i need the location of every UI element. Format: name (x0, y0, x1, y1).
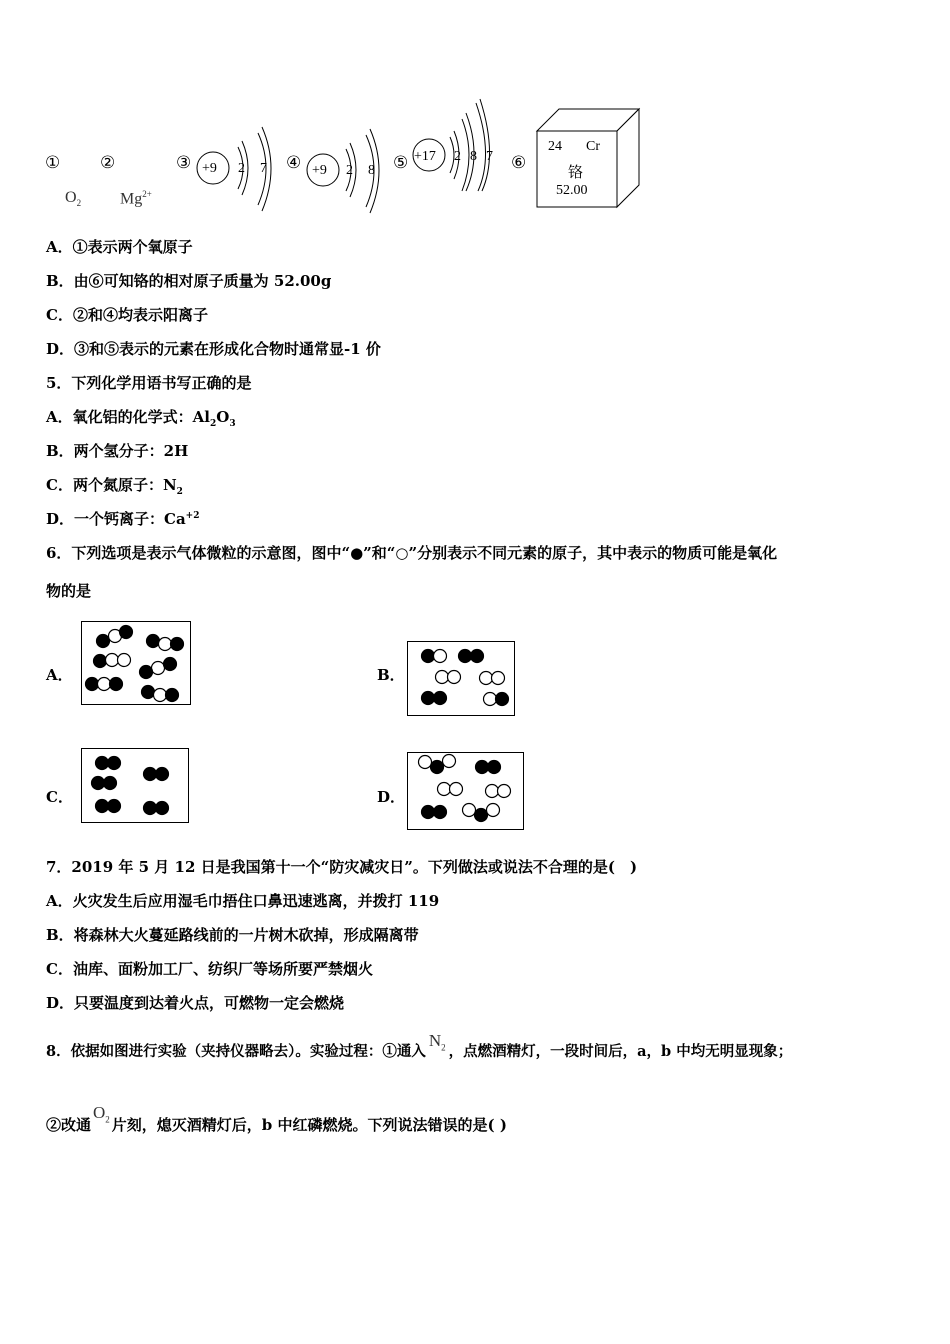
atom-5-shell-3: 7 (486, 149, 493, 164)
marker-2: ② (100, 153, 116, 173)
q5-option-c: C．两个氮原子：$N_2$ (46, 476, 183, 497)
formula-o2: $O_2$ (65, 189, 82, 209)
q7-option-a: A．火灾发生后应用湿毛巾捂住口鼻迅速逃离，并拨打 119 (46, 892, 440, 910)
marker-1: ① (45, 153, 61, 173)
q6-label-d: D． (377, 788, 406, 806)
marker-5: ⑤ (393, 153, 409, 173)
atom-5-shell-1: 2 (454, 149, 461, 164)
q6-diagram-c (81, 748, 189, 823)
q6-diagram-d (407, 752, 524, 830)
q5-stem: 5．下列化学用语书写正确的是 (46, 374, 252, 392)
atom-4-shell-1: 2 (346, 163, 353, 178)
q6-label-c: C． (46, 788, 73, 806)
q5-option-b: B．两个氢分子：2H (46, 442, 189, 460)
q4-option-d: D．③和⑤表示的元素在形成化合物时通常显-1 价 (46, 340, 381, 358)
atom-5-shell-2: 8 (470, 149, 477, 164)
q7-stem: 7．2019 年 5 月 12 日是我国第十一个“防灾减灾日”。下列做法或说法不合理的是( ) (46, 858, 638, 876)
q6-label-a: A． (46, 666, 73, 684)
q6-diagram-b (407, 641, 515, 716)
q6-stem-line-2: 物的是 (46, 582, 92, 600)
element-mass: 52.00 (556, 183, 588, 198)
element-cell-cube (535, 107, 645, 209)
q7-option-d: D．只要温度到达着火点，可燃物一定会燃烧 (46, 994, 345, 1012)
q4-option-c: C．②和④均表示阳离子 (46, 306, 208, 324)
q5-option-a: A．氧化铝的化学式：$Al_2O_3$ (46, 408, 236, 429)
element-number: 24 (548, 139, 562, 154)
q4-option-b: B．由⑥可知铬的相对原子质量为 52.00g (46, 272, 332, 290)
atom-4-shell-2: 8 (368, 163, 375, 178)
q8-line-2: ②改通$O_2$ 片刻，熄灭酒精灯后，b 中红磷燃烧。下列说法错误的是( ) (46, 1103, 507, 1134)
q8-line-1: 8．依据如图进行实验（夹持仪器略去）。实验过程：①通入$N_2$ ，点燃酒精灯，一段时间后，a，b 中均无明显现象； (46, 1031, 793, 1060)
atom-5-diagram (408, 97, 498, 192)
q6-label-b: B． (377, 666, 405, 684)
element-symbol: Cr (586, 139, 600, 154)
q6-stem-line-1: 6．下列选项是表示气体微粒的示意图，图中“●”和“○”分别表示不同元素的原子，其中表示的物质可能是氧化 (46, 544, 778, 562)
atom-3-shell-1: 2 (238, 161, 245, 176)
atom-3-nucleus: +9 (202, 161, 217, 176)
marker-4: ④ (286, 153, 302, 173)
atom-3-shell-2: 7 (260, 161, 267, 176)
q7-option-c: C．油库、面粉加工厂、纺织厂等场所要严禁烟火 (46, 960, 373, 978)
atom-5-nucleus: +17 (414, 149, 436, 164)
element-name: 铬 (568, 165, 584, 181)
marker-6: ⑥ (511, 153, 527, 173)
marker-3: ③ (176, 153, 192, 173)
q4-figure (40, 95, 660, 220)
q8-n2: $N_2$ (428, 1031, 446, 1053)
atom-4-nucleus: +9 (312, 163, 327, 178)
formula-mg2plus: $Mg^{2+}$ (120, 189, 152, 208)
q5-option-d: D．一个钙离子：$Ca^{+2}$ (46, 510, 200, 528)
q7-option-b: B．将森林大火蔓延路线前的一片树木砍掉，形成隔离带 (46, 926, 419, 944)
q8-o2: $O_2$ (93, 1103, 110, 1125)
q4-option-a: A．①表示两个氧原子 (46, 238, 193, 256)
q6-diagram-a (81, 621, 191, 705)
